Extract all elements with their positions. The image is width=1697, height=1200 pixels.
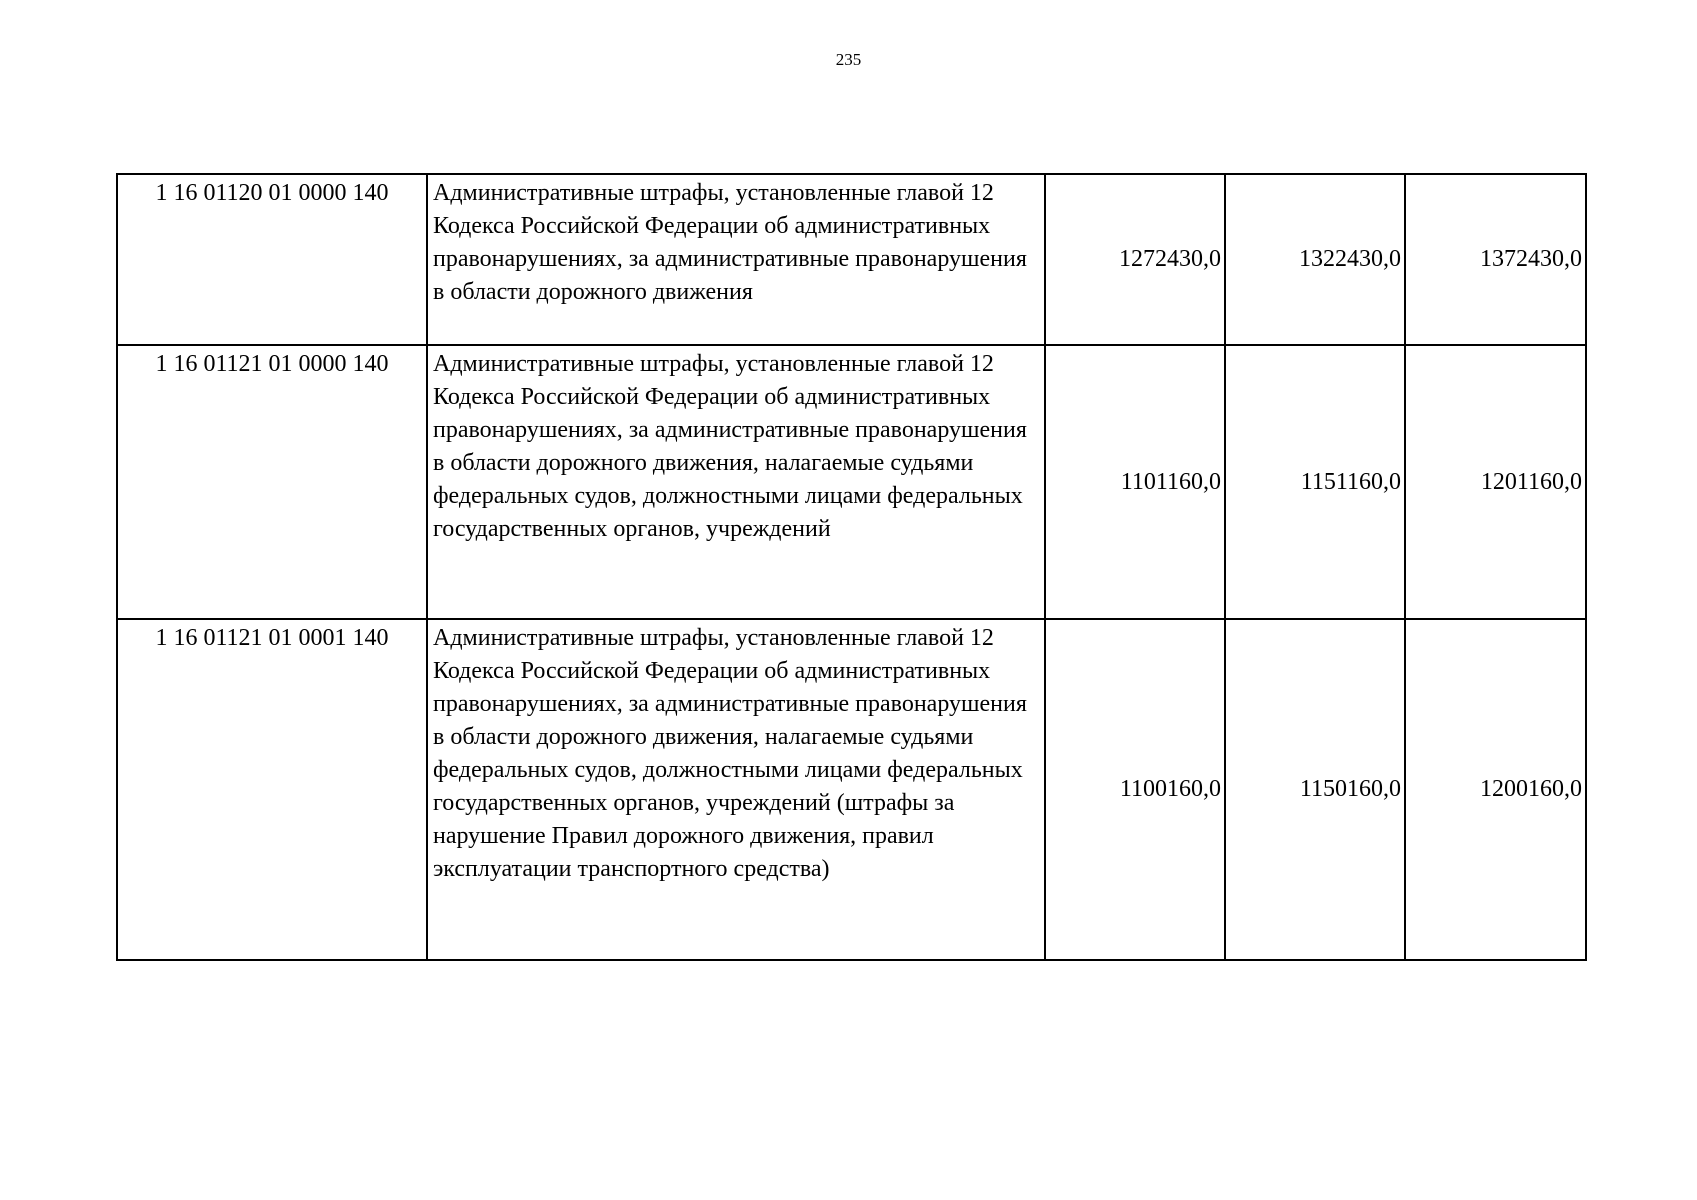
amount-year-3-cell: 1201160,0 [1405,345,1586,619]
amount-year-2-cell: 1150160,0 [1225,619,1405,960]
page-number: 235 [835,50,862,69]
budget-code-cell: 1 16 01120 01 0000 140 [117,174,427,345]
table-row [117,174,1586,345]
table-row [117,345,1586,619]
amount-year-1-cell: 1100160,0 [1045,619,1225,960]
amount-year-2-cell: 1322430,0 [1225,174,1405,345]
amount-year-3-cell: 1200160,0 [1405,619,1586,960]
amount-year-1-cell: 1101160,0 [1045,345,1225,619]
table-row [117,619,1586,960]
revenue-table [116,173,1587,961]
revenue-name-cell: Административные штрафы, установленные главой 12 Кодекса Российской Федерации об административных правонарушениях, за административные правонарушения в области дорожного движения, налагаемые судьями федеральных судов, должностными лицами федеральных государственных органов, учреждений (штрафы за нарушение Правил дорожного движения, правил эксплуатации транспортного средства) [427,619,1045,960]
amount-year-2-cell: 1151160,0 [1225,345,1405,619]
amount-year-1-cell: 1272430,0 [1045,174,1225,345]
amount-year-3-cell: 1372430,0 [1405,174,1586,345]
budget-code-cell: 1 16 01121 01 0001 140 [117,619,427,960]
revenue-name-cell: Административные штрафы, установленные главой 12 Кодекса Российской Федерации об административных правонарушениях, за административные правонарушения в области дорожного движения, налагаемые судьями федеральных судов, должностными лицами федеральных государственных органов, учреждений [427,345,1045,619]
budget-code-cell: 1 16 01121 01 0000 140 [117,345,427,619]
revenue-name-cell: Административные штрафы, установленные главой 12 Кодекса Российской Федерации об административных правонарушениях, за административные правонарушения в области дорожного движения [427,174,1045,345]
